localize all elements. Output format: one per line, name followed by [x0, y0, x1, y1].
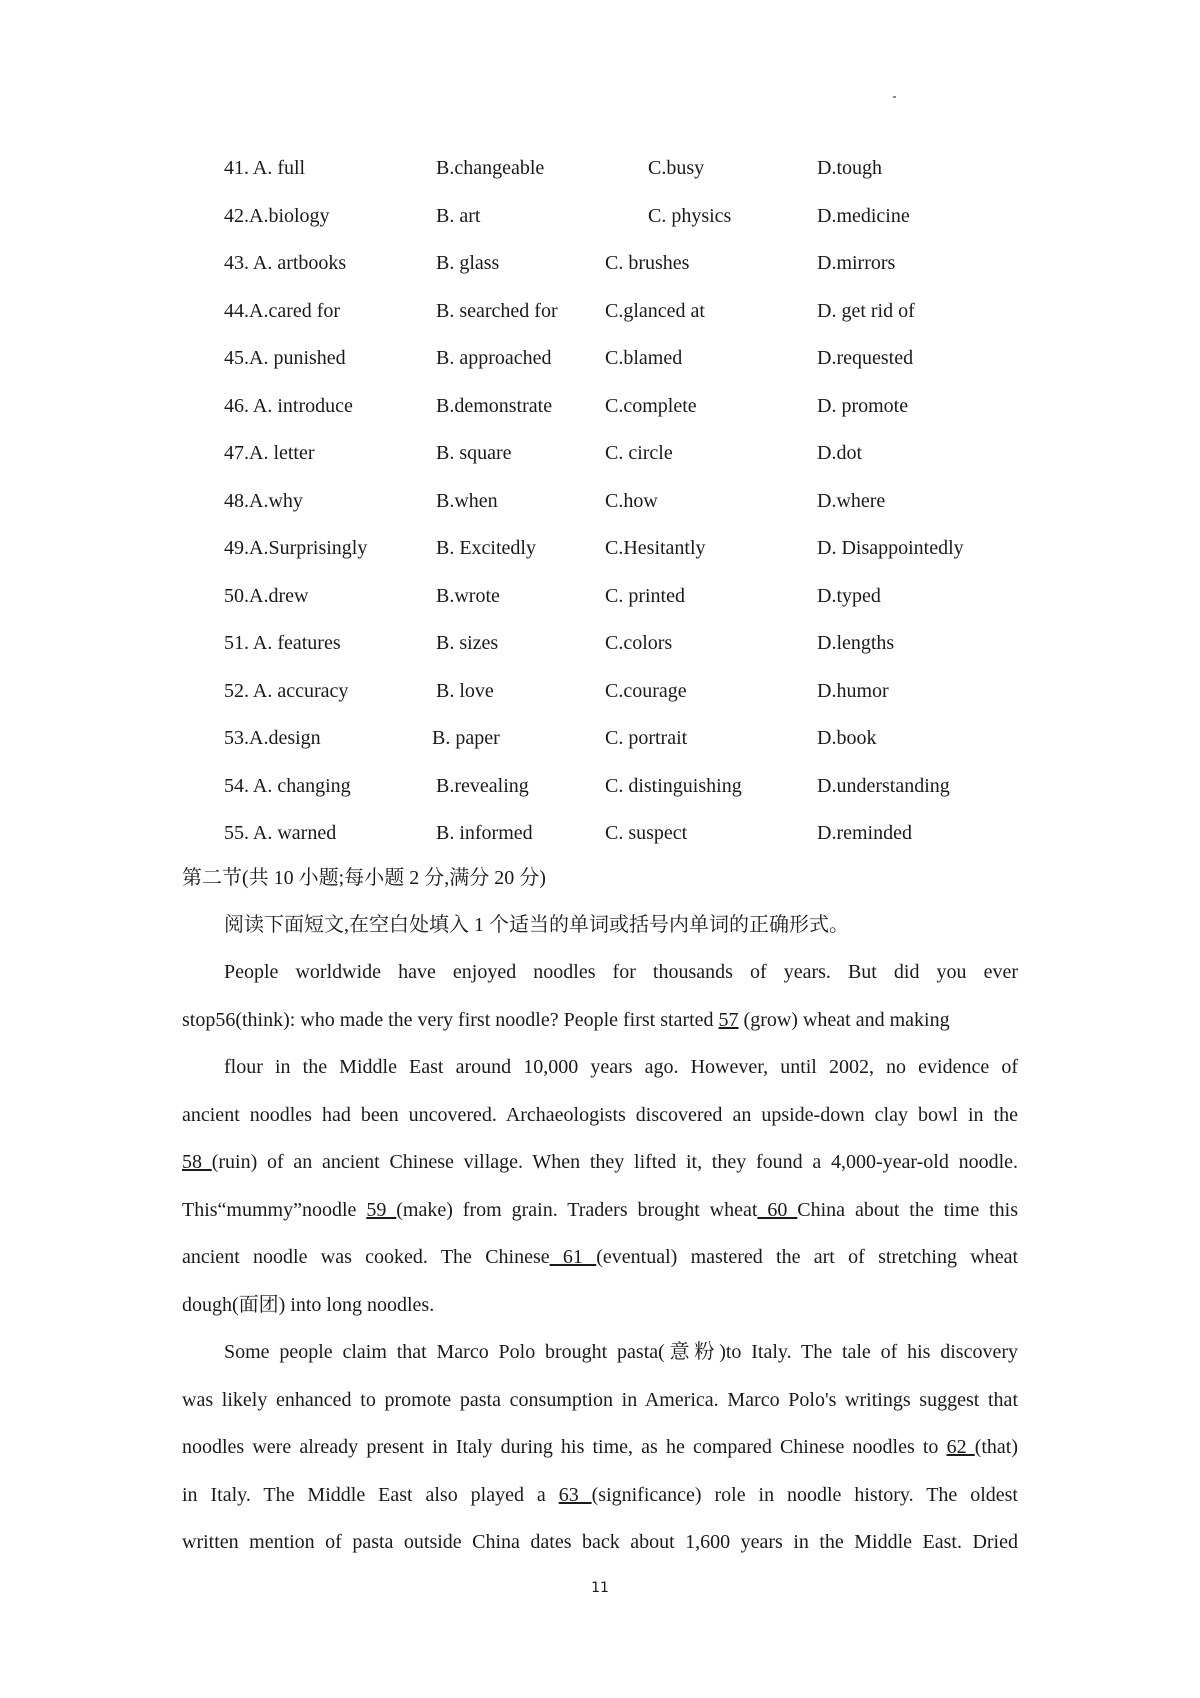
option-d: D.tough — [817, 157, 882, 179]
option-d: D. promote — [817, 394, 909, 417]
option-b: B. art — [436, 204, 481, 227]
option-b: B. square — [436, 442, 512, 464]
option-a: 43. A. artbooks — [224, 252, 347, 274]
option-b: B. Excitedly — [436, 537, 536, 559]
option-a: 44.A.cared for — [224, 299, 341, 322]
choice-row — [0, 483, 1200, 531]
section-heading: 第二节(共 10 小题;每小题 2 分,满分 20 分) — [182, 867, 546, 889]
choice-row — [0, 815, 1200, 863]
option-d: D.where — [817, 489, 886, 512]
option-d: D.reminded — [817, 822, 912, 844]
choice-row — [0, 673, 1200, 721]
passage-line: 58 (ruin) of an ancient Chinese village. When they lifted it, they found a 4,000-year-old noodle. — [182, 1151, 1019, 1173]
option-c: C.glanced at — [605, 299, 705, 322]
passage-line: People worldwide have enjoyed noodles for thousands of years. But did you ever — [224, 961, 1018, 983]
option-c: C.blamed — [605, 347, 683, 369]
option-b: B.changeable — [436, 157, 545, 179]
option-d: D. Disappointedly — [817, 537, 964, 559]
option-c: C.courage — [605, 679, 687, 702]
option-c: C. physics — [648, 204, 732, 227]
passage-line: in Italy. The Middle East also played a 63 (significance) role in noodle history. The oldest — [182, 1483, 1018, 1506]
choice-row — [0, 530, 1200, 578]
passage-line: noodles were already present in Italy during his time, as he compared Chinese noodles to 62 (that) — [182, 1436, 1019, 1458]
option-d: D.lengths — [817, 632, 895, 654]
option-d: D.humor — [817, 679, 889, 702]
option-d: D. get rid of — [817, 299, 915, 322]
option-a: 45.A. punished — [224, 347, 346, 369]
option-b: B. approached — [436, 347, 552, 369]
option-b: B.wrote — [436, 584, 500, 607]
passage-line: dough(面团) into long noodles. — [182, 1293, 435, 1316]
option-b: B. informed — [436, 822, 533, 844]
option-b: B. searched for — [436, 299, 558, 322]
passage-line: was likely enhanced to promote pasta consumption in America. Marco Polo's writings suggest that — [182, 1388, 1018, 1411]
instruction: 阅读下面短文,在空白处填入 1 个适当的单词或括号内单词的正确形式。 — [224, 914, 849, 936]
option-a: 48.A.why — [224, 489, 303, 512]
option-c: C.complete — [605, 394, 697, 417]
page-number: 11 — [591, 1580, 609, 1596]
choice-row — [0, 340, 1200, 388]
blank-62: 62 — [946, 1436, 975, 1458]
choice-row — [0, 720, 1200, 768]
option-d: D.dot — [817, 442, 862, 464]
option-d: D.requested — [817, 347, 914, 369]
option-a: 52. A. accuracy — [224, 679, 349, 702]
option-a: 42.A.biology — [224, 204, 330, 227]
passage-line: This“mummy”noodle 59 (make) from grain. Traders brought wheat 60 China about the time this — [182, 1198, 1019, 1221]
option-a: 54. A. changing — [224, 774, 351, 797]
option-a: 55. A. warned — [224, 822, 337, 844]
option-d: D.understanding — [817, 774, 950, 797]
passage-line: stop56(think): who made the very first noodle? People first started 57 (grow) wheat and making — [182, 1008, 950, 1031]
option-b: B.when — [436, 489, 498, 512]
option-b: B.demonstrate — [436, 394, 553, 417]
choice-list — [0, 150, 1200, 863]
choice-row — [0, 578, 1200, 626]
choice-row — [0, 245, 1200, 293]
option-c: C.how — [605, 489, 658, 512]
reading-passage — [182, 949, 1018, 1567]
passage-line: written mention of pasta outside China dates back about 1,600 years in the Middle East. Dried — [182, 1531, 1018, 1553]
option-c: C. circle — [605, 442, 673, 464]
option-c: C.Hesitantly — [605, 537, 706, 559]
option-c: C. brushes — [605, 252, 690, 274]
option-b: B. sizes — [436, 632, 499, 654]
option-d: D.mirrors — [817, 252, 896, 274]
scan-speck — [893, 96, 896, 98]
choice-row — [0, 293, 1200, 341]
blank-61: 61 — [549, 1246, 597, 1268]
option-a: 41. A. full — [224, 157, 306, 179]
option-b: B. love — [436, 679, 494, 702]
option-a: 53.A.design — [224, 727, 321, 749]
option-a: 49.A.Surprisingly — [224, 537, 368, 559]
option-c: C. suspect — [605, 822, 688, 844]
option-a: 47.A. letter — [224, 442, 315, 464]
choice-row — [0, 625, 1200, 673]
option-a: 51. A. features — [224, 632, 341, 654]
choice-row — [0, 768, 1200, 816]
passage-line: ancient noodles had been uncovered. Archaeologists discovered an upside-down clay bowl in the — [182, 1103, 1018, 1126]
option-c: C. distinguishing — [605, 774, 742, 797]
blank-59: 59 — [366, 1198, 397, 1221]
blank-58: 58 — [182, 1151, 212, 1173]
option-b: B. glass — [436, 252, 500, 274]
option-c: C. printed — [605, 584, 685, 607]
option-d: D.book — [817, 727, 877, 749]
option-c: C.busy — [648, 157, 705, 179]
passage-line: Some people claim that Marco Polo brought pasta(意粉)to Italy. The tale of his discovery — [224, 1341, 1018, 1363]
choice-row — [0, 198, 1200, 246]
choice-row — [0, 388, 1200, 436]
choice-row — [0, 150, 1200, 198]
passage-line: ancient noodle was cooked. The Chinese 61 (eventual) mastered the art of stretching wheat — [182, 1246, 1019, 1268]
option-b: B.revealing — [436, 774, 529, 797]
passage-line: flour in the Middle East around 10,000 years ago. However, until 2002, no evidence of — [224, 1056, 1018, 1078]
blank-60: 60 — [757, 1198, 798, 1221]
blank-63: 63 — [558, 1483, 592, 1506]
option-a: 46. A. introduce — [224, 394, 353, 417]
option-d: D.medicine — [817, 204, 910, 227]
choice-row — [0, 435, 1200, 483]
option-b: B. paper — [432, 727, 500, 749]
option-d: D.typed — [817, 584, 881, 607]
option-a: 50.A.drew — [224, 584, 309, 607]
blank-57: 57 — [718, 1008, 739, 1031]
option-c: C.colors — [605, 632, 673, 654]
option-c: C. portrait — [605, 727, 688, 749]
